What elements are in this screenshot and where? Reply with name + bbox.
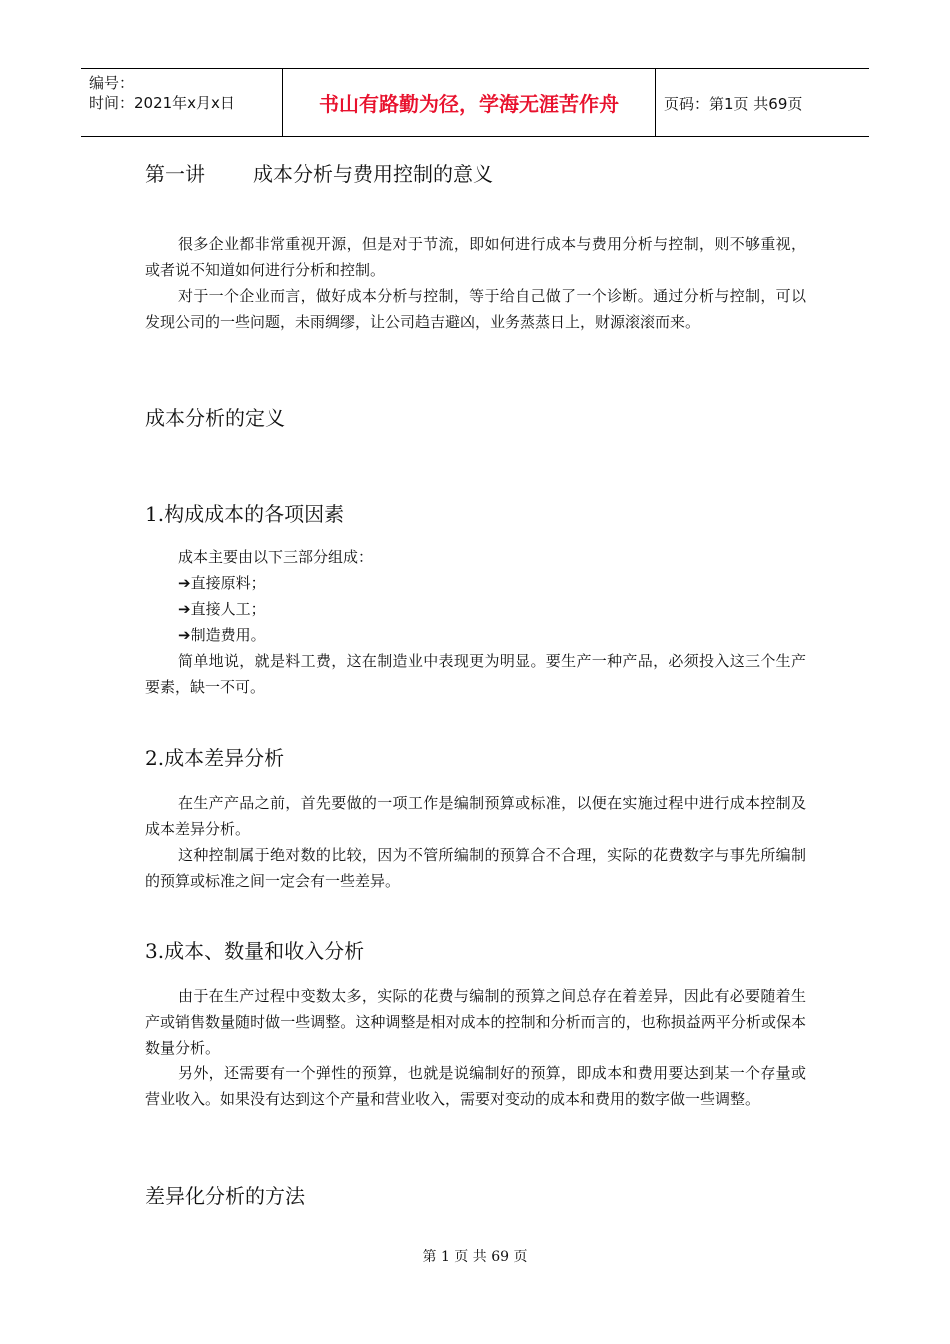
section3-paragraph-1: 由于在生产过程中变数太多，实际的花费与编制的预算之间总存在着差异，因此有必要随着生产或销售数量随时做一些调整。这种调整是相对成本的控制和分析而言的，也称损益两平分析或保本数量分析。 bbox=[145, 987, 806, 1057]
section1-paragraph: 简单地说，就是料工费，这在制造业中表现更为明显。要生产一种产品，必须投入这三个生产要素，缺一不可。 bbox=[145, 652, 806, 696]
header-meta bbox=[89, 73, 235, 113]
section1-lead: 成本主要由以下三部分组成： bbox=[178, 548, 374, 566]
list-item: ➔直接人工； bbox=[178, 600, 266, 618]
methods-heading: 差异化分析的方法 bbox=[145, 1184, 305, 1208]
definition-heading: 成本分析的定义 bbox=[145, 406, 285, 430]
section1-heading: 1.构成成本的各项因素 bbox=[145, 502, 345, 526]
lecture-title bbox=[145, 158, 493, 187]
section2-paragraph-2: 这种控制属于绝对数的比较，因为不管所编制的预算合不合理，实际的花费数字与事先所编制的预算或标准之间一定会有一些差异。 bbox=[145, 846, 806, 890]
time-label: 时间：2021年x月x日 bbox=[89, 94, 235, 112]
section2-heading: 2.成本差异分析 bbox=[145, 746, 285, 770]
number-label: 编号： bbox=[89, 74, 135, 92]
list-item: ➔直接原料； bbox=[178, 574, 266, 592]
section2-paragraph-1: 在生产产品之前，首先要做的一项工作是编制预算或标准，以便在实施过程中进行成本控制及成本差异分析。 bbox=[145, 794, 806, 838]
arrow-icon: ➔ bbox=[178, 626, 191, 644]
header-page-info: 页码：第1页 共69页 bbox=[664, 95, 803, 113]
intro-paragraph-2: 对于一个企业而言，做好成本分析与控制，等于给自己做了一个诊断。通过分析与控制，可以发现公司的一些问题，未雨绸缪，让公司趋吉避凶，业务蒸蒸日上，财源滚滚而来。 bbox=[145, 287, 806, 331]
page-footer: 第 1 页 共 69 页 bbox=[422, 1249, 528, 1265]
lecture-name: 成本分析与费用控制的意义 bbox=[253, 162, 493, 186]
lecture-number: 第一讲 bbox=[145, 162, 205, 186]
section3-heading: 3.成本、数量和收入分析 bbox=[145, 939, 365, 963]
section3-paragraph-2: 另外，还需要有一个弹性的预算，也就是说编制好的预算，即成本和费用要达到某一个存量或营业收入。如果没有达到这个产量和营业收入，需要对变动的成本和费用的数字做一些调整。 bbox=[145, 1064, 806, 1108]
header-motto: 书山有路勤为径，学海无涯苦作舟 bbox=[282, 69, 656, 136]
arrow-icon: ➔ bbox=[178, 574, 191, 592]
list-item: ➔制造费用。 bbox=[178, 626, 266, 644]
arrow-icon: ➔ bbox=[178, 600, 191, 618]
document-header bbox=[81, 68, 869, 137]
intro-paragraph-1: 很多企业都非常重视开源，但是对于节流，即如何进行成本与费用分析与控制，则不够重视，或者说不知道如何进行分析和控制。 bbox=[145, 235, 806, 279]
